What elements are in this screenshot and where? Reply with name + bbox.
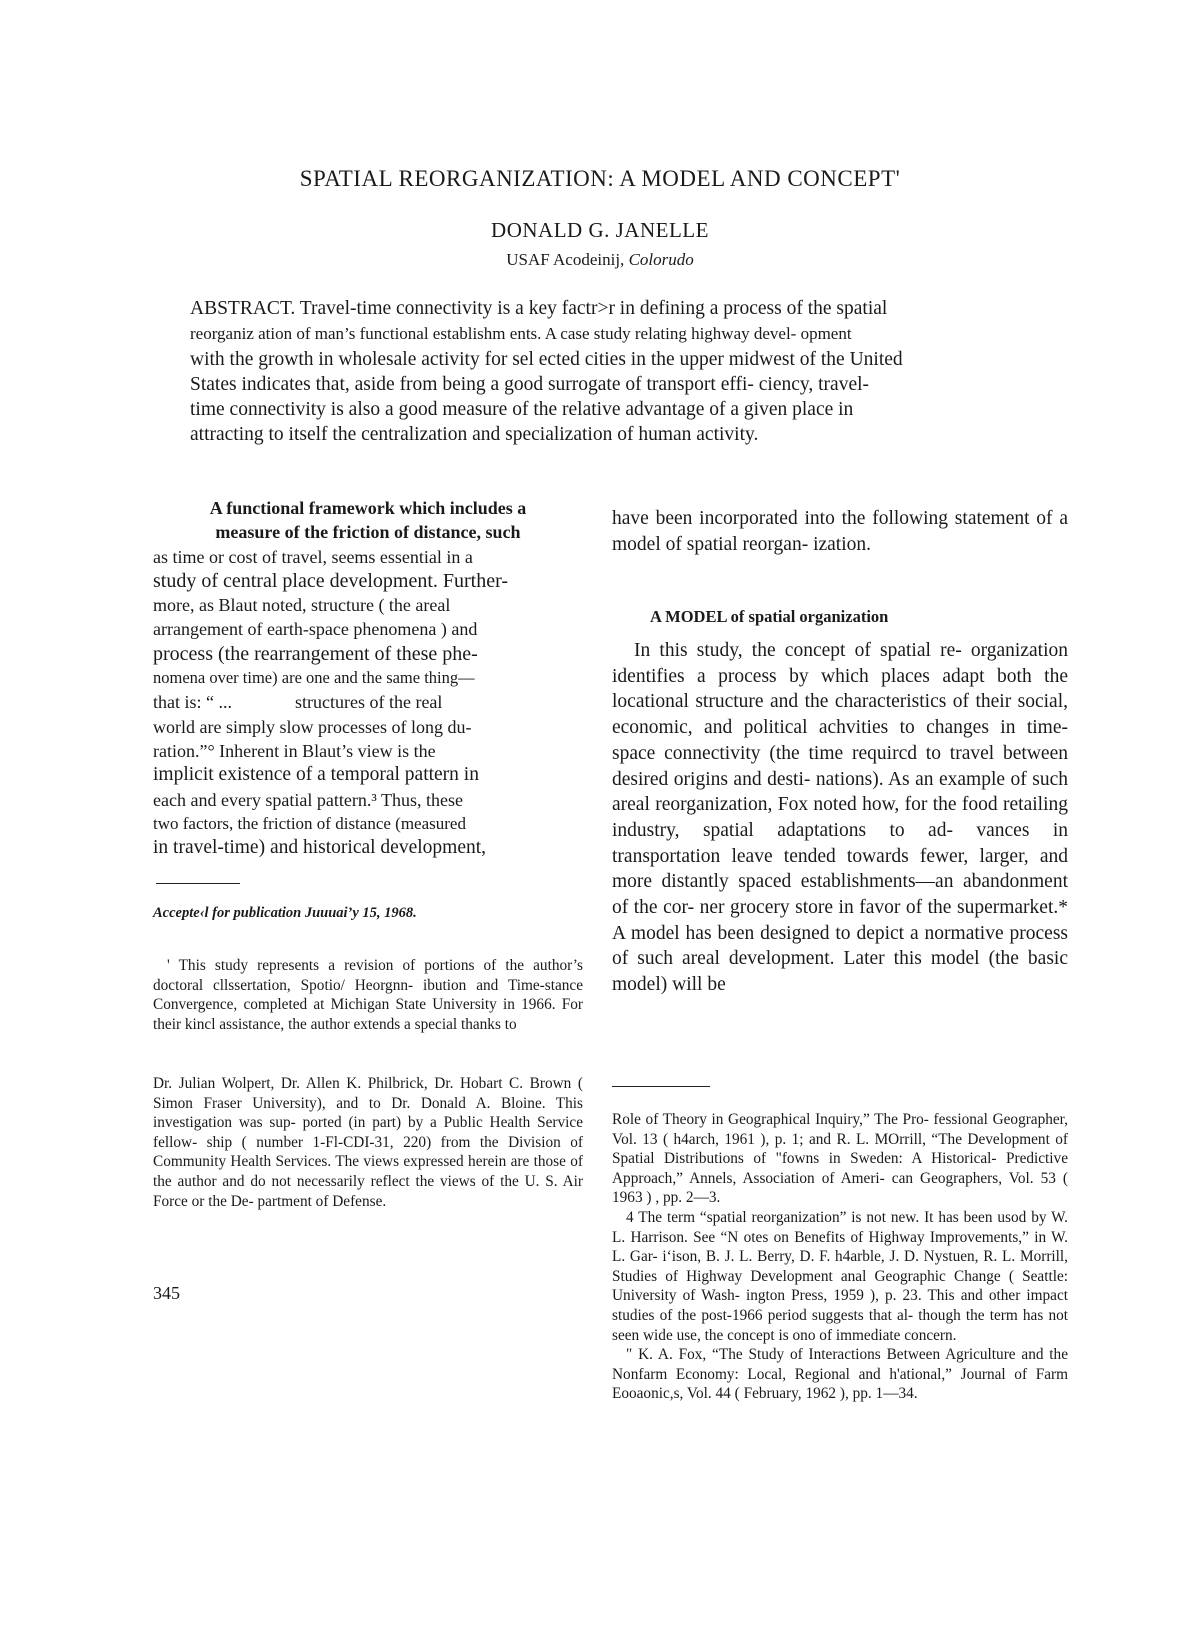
left-column-text — [153, 496, 583, 860]
body-line: process (the rearrangement of these phe- — [153, 642, 478, 665]
abstract-line: reorganiz ation of man’s functional establishm ents. A case study relating highway devel- opment — [190, 324, 852, 344]
footnotes-right — [612, 1110, 1068, 1404]
section-heading: A MODEL of spatial organization — [650, 607, 889, 626]
body-line: in travel-time) and historical development, — [153, 837, 487, 859]
body-line: nomena over time) are one and the same thing— — [153, 668, 475, 688]
author-name: DONALD G. JANELLE — [491, 218, 709, 242]
body-line: two factors, the friction of distance (measured — [153, 813, 466, 833]
acceptance-note: Accepte‹l for publication Juuuai’y 15, 1968. — [153, 905, 417, 921]
footnote-4: 4 The term “spatial reorganization” is not new. It has been usod by W. L. Harrison. See “N otes on Benefits of Highway Improvements,” in W. L. Gar- i‘ison, B. J. L. Berry, D. F. h4arble, J. D. Nystuen, R. L. Morrill, Studies of Highway Development anal Geographic Change ( Seattle: University of Wash- ington Press, 1959 ), p. 23. This and other impact studies of the post-1966 period suggests that al- though the term has not seen wide use, the concept is ono of immediate concern. — [612, 1208, 1068, 1344]
abstract-line: with the growth in wholesale activity for sel ected cities in the upper midwest of the United — [190, 348, 903, 370]
lead-line: A functional framework which includes a — [209, 498, 527, 518]
footnote-text: Dr. Julian Wolpert, Dr. Allen K. Philbrick, Dr. Hobart C. Brown ( Simon Fraser University), and to Dr. Donald A. Bloine. This investigation was sup- ported (in part) by a Public Health Service fellow- ship ( number 1-Fl-CDI-31, 220) from the Division of Community Health Services. The views expressed herein are those of the author and do not necessarily reflect the views of the U. S. Air Force or the De- partment of Defense. — [153, 1075, 583, 1210]
footnote-5: " K. A. Fox, “The Study of Interactions Between Agriculture and the Nonfarm Economy: Local, Regional and h'ational,” Journal of Farm Eooaonic,s, Vol. 44 ( February, 1962 ), pp. 1—34. — [612, 1346, 1068, 1403]
body-line: that is: “ ... structures of the real — [153, 692, 443, 713]
footnote-1 — [153, 956, 583, 1034]
abstract-line: ABSTRACT. Travel-time connectivity is a key factr>r in defining a process of the spatial — [190, 298, 888, 319]
body-line: each and every spatial pattern.³ Thus, these — [153, 789, 463, 810]
lead-line: measure of the friction of distance, such — [215, 522, 521, 543]
abstract-line: attracting to itself the centralization and specialization of human activity. — [190, 424, 759, 446]
author-affiliation — [0, 250, 1200, 270]
body-line: arrangement of earth-space phenomena ) and — [153, 619, 478, 640]
page-number: 345 — [153, 1283, 180, 1303]
body-line: ration.”° Inherent in Blaut’s view is the — [153, 740, 436, 761]
body-line: study of central place development. Further- — [153, 569, 509, 592]
body-line: as time or cost of travel, seems essential in a — [153, 546, 473, 567]
footnote-1-continued — [153, 1074, 583, 1211]
affiliation-institution: USAF Acodeinij, — [506, 250, 625, 269]
body-paragraph: In this study, the concept of spatial re- organization identifies a process by which places adapt both the locational structure and the characteristics of their social, economic, and political achvities to changes in time- space connectivity (the time requircd to travel between desired origins and desti- nations). As an example of such areal reorganization, Fox noted how, for the food retailing industry, spatial adaptations to ad- vances in transportation leave tended towards fewer, larger, and more distantly spaced establishments—an abandonment of the cor- ner grocery store in favor of the supermarket.* A model has been designed to depict a normative process of such areal development. Later this model (the basic model) will be — [612, 640, 1068, 996]
abstract-line: time connectivity is also a good measure of the relative advantage of a given place in — [190, 399, 854, 421]
body-line: more, as Blaut noted, structure ( the areal — [153, 595, 451, 616]
body-line: world are simply slow processes of long du- — [153, 716, 472, 737]
abstract-line: States indicates that, aside from being a good surrogate of transport effi- ciency, travel- — [190, 373, 870, 395]
right-column-body — [612, 638, 1068, 998]
right-column-intro — [612, 506, 1068, 557]
intro-paragraph: have been incorporated into the following statement of a model of spatial reorgan- ization. — [612, 508, 1068, 555]
article-title: SPATIAL REORGANIZATION: A MODEL AND CONCEPT' — [299, 166, 901, 191]
footnote-text: ' This study represents a revision of portions of the author’s doctoral cllssertation, Spotio/ Heorgnn- ibution and Time-stance Convergence, completed at Michigan State University in 1966. For their kincl assistance, the author extends a special thanks to — [153, 957, 583, 1033]
affiliation-location: Colorudo — [628, 250, 694, 269]
body-line: implicit existence of a temporal pattern in — [153, 764, 479, 786]
footnote-separator — [612, 1086, 710, 1087]
footnote-text: Role of Theory in Geographical Inquiry,” The Pro- fessional Geographer, Vol. 13 ( h4arch, 1961 ), p. 1; and R. L. MOrrill, “The Development of Spatial Distributions of "fowns in Sweden: A Historical- Predictive Approach,” Annels, Association of Ameri- can Geographers, Vol. 53 ( 1963 ) , pp. 2—3. — [612, 1111, 1068, 1207]
abstract — [190, 296, 1064, 448]
footnote-separator — [156, 883, 240, 884]
